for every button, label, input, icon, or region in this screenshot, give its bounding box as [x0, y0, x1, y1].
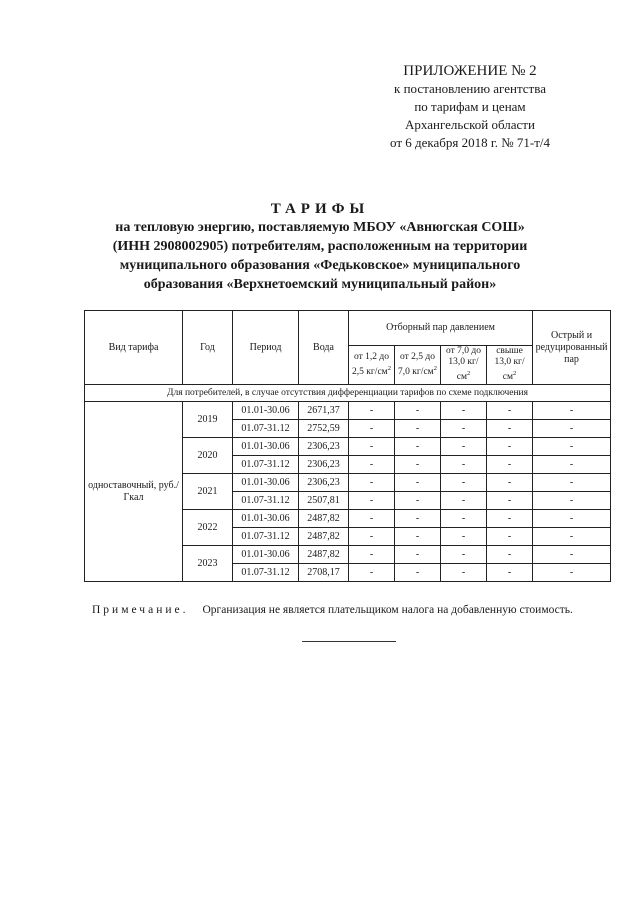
empty-value-cell: - — [349, 546, 395, 564]
appendix-line: от 6 декабря 2018 г. № 71-т/4 — [389, 135, 551, 150]
header-water: Вода — [299, 311, 349, 385]
appendix-block — [340, 62, 600, 152]
document-heading — [80, 200, 560, 294]
steam-3-label: от 7,0 до 13,0 кг/см — [446, 346, 481, 383]
header-year: Год — [183, 311, 233, 385]
signature-line — [302, 641, 396, 642]
empty-value-cell: - — [349, 420, 395, 438]
empty-value-cell: - — [533, 510, 611, 528]
empty-value-cell: - — [533, 492, 611, 510]
empty-value-cell: - — [441, 492, 487, 510]
heading-line: муниципального образования «Федьковское» муниципального — [119, 258, 521, 273]
water-tariff-cell: 2752,59 — [299, 420, 349, 438]
empty-value-cell: - — [441, 438, 487, 456]
heading-line: на тепловую энергию, поставляемую МБОУ «Авнюгская СОШ» — [115, 220, 525, 235]
empty-value-cell: - — [441, 510, 487, 528]
empty-value-cell: - — [441, 546, 487, 564]
appendix-line: Архангельской области — [405, 117, 535, 132]
empty-value-cell: - — [395, 528, 441, 546]
section-label: Для потребителей, в случае отсутствия дифференциации тарифов по схеме подключения — [85, 385, 611, 402]
year-cell: 2022 — [183, 510, 233, 546]
header-tariff-type: Вид тарифа — [85, 311, 183, 385]
heading-title: ТАРИФЫ — [270, 201, 370, 217]
header-steam-1 — [349, 346, 395, 385]
header-steam-3 — [441, 346, 487, 385]
water-tariff-cell: 2306,23 — [299, 438, 349, 456]
water-tariff-cell: 2671,37 — [299, 402, 349, 420]
appendix-line: по тарифам и ценам — [414, 99, 526, 114]
period-cell: 01.07-31.12 — [233, 456, 299, 474]
empty-value-cell: - — [487, 456, 533, 474]
period-cell: 01.07-31.12 — [233, 492, 299, 510]
water-tariff-cell: 2306,23 — [299, 456, 349, 474]
period-cell: 01.07-31.12 — [233, 420, 299, 438]
empty-value-cell: - — [395, 564, 441, 582]
year-cell: 2020 — [183, 438, 233, 474]
empty-value-cell: - — [395, 546, 441, 564]
steam-2-sup: 2 — [433, 364, 437, 372]
steam-4-sup: 2 — [513, 370, 517, 378]
header-sharp-steam: Острый и редуцированный пар — [533, 311, 611, 385]
appendix-title: ПРИЛОЖЕНИЕ № 2 — [403, 63, 537, 79]
period-cell: 01.07-31.12 — [233, 528, 299, 546]
note-label: Примечание. — [92, 604, 189, 616]
empty-value-cell: - — [487, 492, 533, 510]
empty-value-cell: - — [441, 528, 487, 546]
table-row — [85, 402, 611, 420]
steam-2-label: от 2,5 до 7,0 кг/см — [398, 351, 435, 378]
heading-line: образования «Верхнетоемский муниципальный район» — [143, 277, 497, 292]
appendix-line: к постановлению агентства — [394, 81, 546, 96]
year-cell: 2019 — [183, 402, 233, 438]
tariff-table — [84, 310, 611, 582]
empty-value-cell: - — [349, 438, 395, 456]
empty-value-cell: - — [441, 456, 487, 474]
water-tariff-cell: 2306,23 — [299, 474, 349, 492]
header-steam-group: Отборный пар давлением — [349, 311, 533, 346]
header-row — [85, 311, 611, 346]
steam-4-label: свыше 13,0 кг/см — [494, 346, 525, 383]
header-steam-4 — [487, 346, 533, 385]
empty-value-cell: - — [487, 438, 533, 456]
empty-value-cell: - — [487, 564, 533, 582]
empty-value-cell: - — [395, 474, 441, 492]
empty-value-cell: - — [487, 528, 533, 546]
empty-value-cell: - — [533, 474, 611, 492]
empty-value-cell: - — [395, 438, 441, 456]
empty-value-cell: - — [487, 510, 533, 528]
note-text: Организация не является плательщиком налога на добавленную стоимость. — [202, 604, 573, 616]
period-cell: 01.07-31.12 — [233, 564, 299, 582]
empty-value-cell: - — [487, 420, 533, 438]
water-tariff-cell: 2487,82 — [299, 510, 349, 528]
empty-value-cell: - — [487, 546, 533, 564]
empty-value-cell: - — [441, 420, 487, 438]
header-period: Период — [233, 311, 299, 385]
empty-value-cell: - — [349, 456, 395, 474]
steam-3-sup: 2 — [466, 370, 471, 378]
empty-value-cell: - — [349, 474, 395, 492]
year-cell: 2023 — [183, 546, 233, 582]
empty-value-cell: - — [487, 402, 533, 420]
empty-value-cell: - — [533, 456, 611, 474]
empty-value-cell: - — [395, 456, 441, 474]
empty-value-cell: - — [395, 420, 441, 438]
water-tariff-cell: 2708,17 — [299, 564, 349, 582]
note — [92, 603, 573, 617]
year-cell: 2021 — [183, 474, 233, 510]
empty-value-cell: - — [533, 564, 611, 582]
period-cell: 01.01-30.06 — [233, 402, 299, 420]
water-tariff-cell: 2507,81 — [299, 492, 349, 510]
empty-value-cell: - — [395, 492, 441, 510]
period-cell: 01.01-30.06 — [233, 474, 299, 492]
empty-value-cell: - — [441, 402, 487, 420]
empty-value-cell: - — [533, 402, 611, 420]
steam-1-sup: 2 — [387, 364, 391, 372]
empty-value-cell: - — [349, 510, 395, 528]
empty-value-cell: - — [395, 510, 441, 528]
water-tariff-cell: 2487,82 — [299, 546, 349, 564]
header-steam-2 — [395, 346, 441, 385]
steam-1-label: от 1,2 до 2,5 кг/см — [352, 351, 389, 378]
empty-value-cell: - — [349, 402, 395, 420]
empty-value-cell: - — [533, 528, 611, 546]
period-cell: 01.01-30.06 — [233, 438, 299, 456]
empty-value-cell: - — [533, 420, 611, 438]
water-tariff-cell: 2487,82 — [299, 528, 349, 546]
section-row — [85, 385, 611, 402]
empty-value-cell: - — [487, 474, 533, 492]
empty-value-cell: - — [395, 402, 441, 420]
empty-value-cell: - — [349, 528, 395, 546]
tariff-type-cell: одноставочный, руб./Гкал — [85, 402, 183, 582]
empty-value-cell: - — [533, 546, 611, 564]
empty-value-cell: - — [349, 492, 395, 510]
empty-value-cell: - — [533, 438, 611, 456]
period-cell: 01.01-30.06 — [233, 546, 299, 564]
empty-value-cell: - — [441, 474, 487, 492]
empty-value-cell: - — [441, 564, 487, 582]
heading-line: (ИНН 2908002905) потребителям, расположенным на территории — [112, 239, 528, 254]
period-cell: 01.01-30.06 — [233, 510, 299, 528]
empty-value-cell: - — [349, 564, 395, 582]
